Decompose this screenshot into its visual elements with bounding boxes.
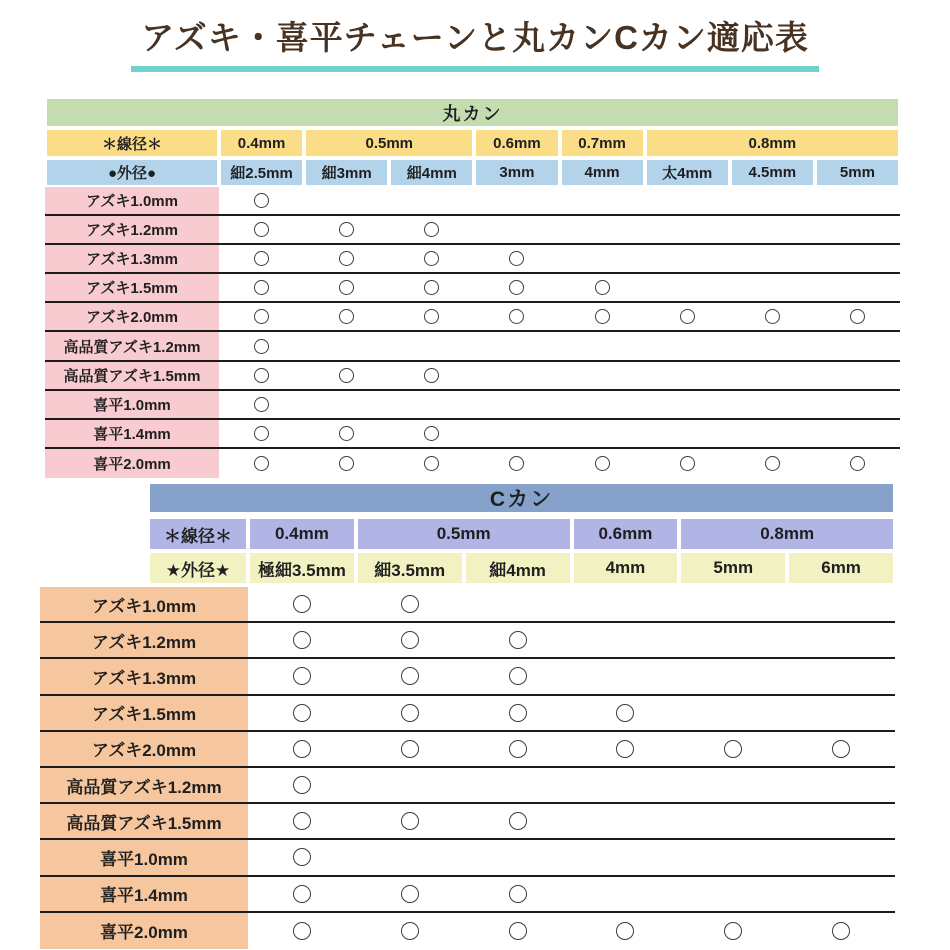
ckan-table-row-9 [40,913,895,949]
marukan-table-title: 丸カン [45,97,900,128]
ckan-mark-cell-2-2 [464,659,572,693]
compatible-circle-icon [616,740,634,758]
marukan-mark-cell-3-4 [560,274,645,301]
compatible-circle-icon [424,280,439,295]
marukan-outer-diameter-row [45,158,900,187]
marukan-mark-cell-7-1 [304,391,389,418]
compatible-circle-icon [254,280,269,295]
ckan-mark-cell-6-1 [356,804,464,838]
ckan-table-row-3 [40,696,895,732]
marukan-mark-cell-2-6 [730,245,815,272]
marukan-mark-cell-6-5 [645,362,730,389]
marukan-mark-cell-9-0 [219,449,304,478]
compatible-circle-icon [509,456,524,471]
marukan-mark-cell-1-6 [730,216,815,243]
marukan-mark-cell-4-2 [389,303,474,330]
ckan-outer-diameter-row-cell-5: 6mm [787,551,895,585]
marukan-outer-diameter-row-cell-4: 4mm [560,158,645,187]
marukan-mark-cell-0-5 [645,187,730,214]
marukan-mark-cell-7-4 [560,391,645,418]
ckan-mark-cell-6-3 [572,804,680,838]
marukan-mark-cell-1-5 [645,216,730,243]
marukan-mark-cell-2-2 [389,245,474,272]
marukan-mark-cell-5-4 [560,332,645,359]
ckan-wire-diameter-row-cell-3: 0.8mm [679,517,895,551]
compatible-circle-icon [401,631,419,649]
ckan-outer-diameter-row-cell-4: 5mm [679,551,787,585]
marukan-row-label-2: アズキ1.3mm [45,245,219,272]
marukan-mark-cell-8-6 [730,420,815,447]
ckan-mark-cell-7-1 [356,840,464,874]
compatible-circle-icon [832,922,850,940]
compatible-circle-icon [509,740,527,758]
marukan-mark-cell-2-3 [474,245,559,272]
marukan-mark-cell-6-1 [304,362,389,389]
marukan-mark-cell-7-0 [219,391,304,418]
ckan-mark-cell-9-4 [679,913,787,949]
compatible-circle-icon [509,309,524,324]
marukan-mark-cell-3-3 [474,274,559,301]
ckan-mark-cell-2-4 [679,659,787,693]
compatible-circle-icon [595,280,610,295]
marukan-mark-cell-4-4 [560,303,645,330]
marukan-mark-cell-3-6 [730,274,815,301]
compatible-circle-icon [254,368,269,383]
compatible-circle-icon [339,251,354,266]
marukan-mark-cell-0-6 [730,187,815,214]
marukan-mark-cell-9-6 [730,449,815,478]
marukan-table-row-9 [45,449,900,478]
ckan-mark-cell-0-4 [679,587,787,621]
ckan-mark-cell-2-3 [572,659,680,693]
compatible-circle-icon [293,667,311,685]
marukan-mark-cell-8-2 [389,420,474,447]
compatible-circle-icon [293,740,311,758]
compatible-circle-icon [850,309,865,324]
ckan-row-label-2: アズキ1.3mm [40,659,248,693]
compatible-circle-icon [401,704,419,722]
ckan-mark-cell-7-0 [248,840,356,874]
ckan-table-body [40,587,895,949]
marukan-mark-cell-6-7 [815,362,900,389]
ckan-mark-cell-0-3 [572,587,680,621]
marukan-mark-cell-9-5 [645,449,730,478]
ckan-wire-diameter-row-cell-0: 0.4mm [248,517,356,551]
ckan-mark-cell-9-0 [248,913,356,949]
compatible-circle-icon [724,740,742,758]
marukan-mark-cell-7-7 [815,391,900,418]
compatible-circle-icon [254,251,269,266]
marukan-mark-cell-7-3 [474,391,559,418]
compatible-circle-icon [832,740,850,758]
ckan-mark-cell-2-0 [248,659,356,693]
marukan-row-label-4: アズキ2.0mm [45,303,219,330]
ckan-mark-cell-8-2 [464,877,572,911]
marukan-wire-diameter-row-cell-0: 0.4mm [219,128,304,158]
compatible-circle-icon [339,368,354,383]
compatible-circle-icon [254,397,269,412]
ckan-table-row-0 [40,587,895,623]
ckan-mark-cell-0-1 [356,587,464,621]
marukan-mark-cell-3-1 [304,274,389,301]
ckan-wire-diameter-row-cell-2: 0.6mm [572,517,680,551]
ckan-mark-cell-5-4 [679,768,787,802]
marukan-wire-diameter-row-label: ＊線径＊ [45,128,219,158]
ckan-mark-cell-3-1 [356,696,464,730]
marukan-mark-cell-5-6 [730,332,815,359]
marukan-table-row-8 [45,420,900,449]
ckan-mark-cell-4-3 [572,732,680,766]
ckan-mark-cell-5-2 [464,768,572,802]
ckan-wire-diameter-row-cell-1: 0.5mm [356,517,572,551]
compatible-circle-icon [724,922,742,940]
compatible-circle-icon [424,309,439,324]
marukan-table-row-0 [45,187,900,216]
ckan-mark-cell-2-1 [356,659,464,693]
marukan-mark-cell-3-2 [389,274,474,301]
ckan-mark-cell-7-3 [572,840,680,874]
ckan-mark-cell-4-1 [356,732,464,766]
compatible-circle-icon [509,812,527,830]
ckan-mark-cell-0-0 [248,587,356,621]
marukan-mark-cell-6-0 [219,362,304,389]
compatible-circle-icon [254,426,269,441]
marukan-row-label-1: アズキ1.2mm [45,216,219,243]
marukan-mark-cell-9-3 [474,449,559,478]
marukan-mark-cell-0-4 [560,187,645,214]
ckan-mark-cell-3-4 [679,696,787,730]
marukan-wire-diameter-row-cell-4: 0.8mm [645,128,900,158]
marukan-table-row-1 [45,216,900,245]
marukan-mark-cell-0-2 [389,187,474,214]
ckan-mark-cell-9-2 [464,913,572,949]
ckan-row-label-5: 高品質アズキ1.2mm [40,768,248,802]
ckan-outer-diameter-row-cell-0: 極細3.5mm [248,551,356,585]
marukan-row-label-8: 喜平1.4mm [45,420,219,447]
ckan-mark-cell-5-0 [248,768,356,802]
marukan-mark-cell-0-3 [474,187,559,214]
marukan-mark-cell-2-4 [560,245,645,272]
marukan-mark-cell-0-0 [219,187,304,214]
marukan-mark-cell-7-6 [730,391,815,418]
ckan-mark-cell-1-0 [248,623,356,657]
compatible-circle-icon [293,922,311,940]
ckan-mark-cell-3-0 [248,696,356,730]
marukan-mark-cell-3-5 [645,274,730,301]
marukan-mark-cell-9-4 [560,449,645,478]
marukan-mark-cell-9-1 [304,449,389,478]
ckan-mark-cell-6-4 [679,804,787,838]
marukan-mark-cell-1-3 [474,216,559,243]
compatible-circle-icon [765,309,780,324]
marukan-wire-diameter-row-cell-3: 0.7mm [560,128,645,158]
marukan-mark-cell-5-2 [389,332,474,359]
ckan-mark-cell-3-5 [787,696,895,730]
marukan-mark-cell-0-1 [304,187,389,214]
ckan-row-label-0: アズキ1.0mm [40,587,248,621]
ckan-mark-cell-0-2 [464,587,572,621]
compatible-circle-icon [339,280,354,295]
marukan-mark-cell-4-0 [219,303,304,330]
ckan-mark-cell-7-4 [679,840,787,874]
ckan-mark-cell-9-5 [787,913,895,949]
marukan-mark-cell-2-0 [219,245,304,272]
compatible-circle-icon [339,426,354,441]
marukan-mark-cell-2-1 [304,245,389,272]
marukan-mark-cell-1-4 [560,216,645,243]
marukan-table-row-3 [45,274,900,303]
compatible-circle-icon [293,812,311,830]
ckan-mark-cell-8-4 [679,877,787,911]
marukan-mark-cell-4-5 [645,303,730,330]
compatible-circle-icon [293,631,311,649]
marukan-table-row-4 [45,303,900,332]
ckan-outer-diameter-row-label: ★外径★ [148,551,248,585]
compatible-circle-icon [293,885,311,903]
compatible-circle-icon [254,193,269,208]
ckan-mark-cell-8-5 [787,877,895,911]
compatible-circle-icon [509,280,524,295]
ckan-mark-cell-5-1 [356,768,464,802]
compatible-circle-icon [509,631,527,649]
ckan-compatibility-table [40,482,895,949]
marukan-table-row-2 [45,245,900,274]
compatible-circle-icon [293,848,311,866]
marukan-row-label-3: アズキ1.5mm [45,274,219,301]
marukan-row-label-5: 高品質アズキ1.2mm [45,332,219,359]
ckan-mark-cell-7-5 [787,840,895,874]
ckan-mark-cell-1-3 [572,623,680,657]
compatible-circle-icon [509,667,527,685]
marukan-mark-cell-4-1 [304,303,389,330]
compatible-circle-icon [680,456,695,471]
marukan-mark-cell-8-7 [815,420,900,447]
ckan-mark-cell-8-3 [572,877,680,911]
marukan-mark-cell-4-6 [730,303,815,330]
ckan-table-row-6 [40,804,895,840]
marukan-mark-cell-3-7 [815,274,900,301]
marukan-table-body [45,187,900,478]
ckan-table-row-8 [40,877,895,913]
ckan-outer-diameter-row-cell-1: 細3.5mm [356,551,464,585]
ckan-mark-cell-4-5 [787,732,895,766]
ckan-mark-cell-0-5 [787,587,895,621]
marukan-outer-diameter-row-cell-3: 3mm [474,158,559,187]
ckan-outer-diameter-row [148,551,895,585]
marukan-mark-cell-8-0 [219,420,304,447]
marukan-mark-cell-1-2 [389,216,474,243]
ckan-row-label-6: 高品質アズキ1.5mm [40,804,248,838]
compatible-circle-icon [401,885,419,903]
ckan-mark-cell-8-1 [356,877,464,911]
compatible-circle-icon [616,704,634,722]
marukan-row-label-0: アズキ1.0mm [45,187,219,214]
marukan-table-row-7 [45,391,900,420]
ckan-mark-cell-5-5 [787,768,895,802]
page-title-wrap [0,12,950,72]
ckan-table-row-2 [40,659,895,695]
marukan-row-label-9: 喜平2.0mm [45,449,219,478]
marukan-mark-cell-4-3 [474,303,559,330]
compatible-circle-icon [254,309,269,324]
compatible-circle-icon [339,309,354,324]
marukan-mark-cell-4-7 [815,303,900,330]
ckan-wire-diameter-row-label: ＊線径＊ [148,517,248,551]
marukan-mark-cell-2-7 [815,245,900,272]
ckan-mark-cell-6-2 [464,804,572,838]
compatible-circle-icon [595,456,610,471]
ckan-row-label-9: 喜平2.0mm [40,913,248,949]
compatible-circle-icon [509,704,527,722]
compatible-circle-icon [293,595,311,613]
ckan-mark-cell-6-5 [787,804,895,838]
compatible-circle-icon [339,456,354,471]
marukan-mark-cell-5-0 [219,332,304,359]
marukan-mark-cell-7-2 [389,391,474,418]
compatible-circle-icon [254,339,269,354]
ckan-mark-cell-9-1 [356,913,464,949]
ckan-mark-cell-1-2 [464,623,572,657]
ckan-table-row-1 [40,623,895,659]
marukan-mark-cell-0-7 [815,187,900,214]
compatible-circle-icon [509,922,527,940]
marukan-table-row-5 [45,332,900,361]
marukan-mark-cell-5-5 [645,332,730,359]
ckan-table-row-5 [40,768,895,804]
ckan-row-label-7: 喜平1.0mm [40,840,248,874]
compatible-circle-icon [765,456,780,471]
ckan-mark-cell-1-5 [787,623,895,657]
compatible-circle-icon [424,222,439,237]
compatible-circle-icon [293,704,311,722]
marukan-outer-diameter-row-cell-6: 4.5mm [730,158,815,187]
compatible-circle-icon [401,812,419,830]
compatible-circle-icon [680,309,695,324]
ckan-mark-cell-1-4 [679,623,787,657]
ckan-table-row-4 [40,732,895,768]
ckan-row-label-8: 喜平1.4mm [40,877,248,911]
marukan-mark-cell-1-1 [304,216,389,243]
compatible-circle-icon [401,922,419,940]
compatible-circle-icon [424,251,439,266]
marukan-mark-cell-1-0 [219,216,304,243]
marukan-mark-cell-3-0 [219,274,304,301]
marukan-wire-diameter-row-cell-2: 0.6mm [474,128,559,158]
ckan-mark-cell-3-2 [464,696,572,730]
compatible-circle-icon [850,456,865,471]
marukan-table-title-bar [45,97,900,128]
ckan-table-title-bar [148,482,895,514]
marukan-mark-cell-8-4 [560,420,645,447]
ckan-table-title: Cカン [148,482,895,514]
ckan-mark-cell-1-1 [356,623,464,657]
ckan-row-label-1: アズキ1.2mm [40,623,248,657]
compatible-circle-icon [401,595,419,613]
marukan-compatibility-table [45,97,900,478]
ckan-wire-diameter-row [148,517,895,551]
marukan-mark-cell-8-3 [474,420,559,447]
ckan-mark-cell-4-2 [464,732,572,766]
marukan-mark-cell-7-5 [645,391,730,418]
marukan-outer-diameter-row-cell-1: 細3mm [304,158,389,187]
marukan-mark-cell-6-2 [389,362,474,389]
ckan-mark-cell-5-3 [572,768,680,802]
marukan-row-label-6: 高品質アズキ1.5mm [45,362,219,389]
marukan-outer-diameter-row-cell-5: 太4mm [645,158,730,187]
ckan-row-label-3: アズキ1.5mm [40,696,248,730]
marukan-outer-diameter-row-cell-0: 細2.5mm [219,158,304,187]
marukan-mark-cell-2-5 [645,245,730,272]
ckan-mark-cell-8-0 [248,877,356,911]
ckan-outer-diameter-row-cell-2: 細4mm [464,551,572,585]
compatible-circle-icon [293,776,311,794]
marukan-outer-diameter-row-label: ●外径● [45,158,219,187]
ckan-mark-cell-9-3 [572,913,680,949]
marukan-mark-cell-6-4 [560,362,645,389]
marukan-mark-cell-5-1 [304,332,389,359]
marukan-mark-cell-5-3 [474,332,559,359]
page-title: アズキ・喜平チェーンと丸カンCカン適応表 [131,12,819,72]
compatible-circle-icon [595,309,610,324]
marukan-outer-diameter-row-cell-2: 細4mm [389,158,474,187]
compatible-circle-icon [401,740,419,758]
ckan-mark-cell-2-5 [787,659,895,693]
compatible-circle-icon [339,222,354,237]
compatible-circle-icon [509,251,524,266]
marukan-mark-cell-1-7 [815,216,900,243]
ckan-mark-cell-4-0 [248,732,356,766]
marukan-outer-diameter-row-cell-7: 5mm [815,158,900,187]
marukan-mark-cell-8-1 [304,420,389,447]
marukan-wire-diameter-row-cell-1: 0.5mm [304,128,474,158]
marukan-mark-cell-9-7 [815,449,900,478]
ckan-mark-cell-3-3 [572,696,680,730]
marukan-mark-cell-6-3 [474,362,559,389]
marukan-wire-diameter-row [45,128,900,158]
compatible-circle-icon [616,922,634,940]
marukan-row-label-7: 喜平1.0mm [45,391,219,418]
compatible-circle-icon [424,368,439,383]
compatible-circle-icon [424,426,439,441]
ckan-row-label-4: アズキ2.0mm [40,732,248,766]
marukan-mark-cell-9-2 [389,449,474,478]
marukan-mark-cell-6-6 [730,362,815,389]
ckan-outer-diameter-row-cell-3: 4mm [572,551,680,585]
compatible-circle-icon [509,885,527,903]
marukan-mark-cell-8-5 [645,420,730,447]
compatible-circle-icon [254,222,269,237]
ckan-table-row-7 [40,840,895,876]
compatible-circle-icon [254,456,269,471]
ckan-mark-cell-7-2 [464,840,572,874]
marukan-table-row-6 [45,362,900,391]
ckan-mark-cell-6-0 [248,804,356,838]
compatible-circle-icon [401,667,419,685]
ckan-mark-cell-4-4 [679,732,787,766]
marukan-mark-cell-5-7 [815,332,900,359]
compatible-circle-icon [424,456,439,471]
